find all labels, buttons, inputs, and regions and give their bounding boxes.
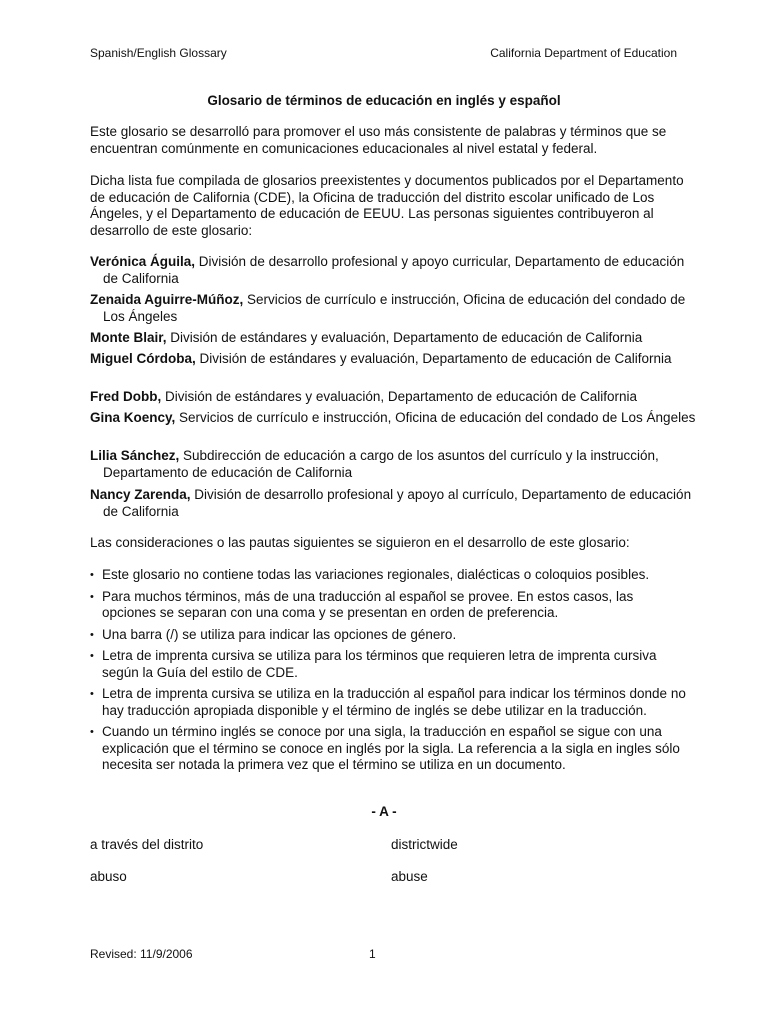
contributor-role: Subdirección de educación a cargo de los asuntos del currículo y la instrucción, Departamento de educación de California: [103, 448, 659, 480]
contributor-entry: [90, 410, 703, 427]
contributor-entry: [90, 292, 703, 325]
contributor-name: Monte Blair,: [90, 330, 167, 345]
glossary-term-spanish: a través del distrito: [90, 837, 204, 852]
bullet-icon: •: [90, 590, 94, 603]
contributor-name: Verónica Águila,: [90, 254, 196, 269]
contributor-role: Servicios de currículo e instrucción, Oficina de educación del condado de Los Ángeles: [175, 410, 696, 425]
section-heading-a: - A -: [371, 804, 397, 819]
header-left: Spanish/English Glossary: [90, 46, 227, 60]
contributor-entry: [90, 448, 703, 481]
contributor-entry: [90, 487, 703, 520]
glossary-term-english: abuse: [391, 869, 428, 884]
list-item: [90, 627, 690, 644]
contributor-role: Servicios de currículo e instrucción, Oficina de educación del condado de Los Ángeles: [103, 292, 686, 324]
list-item: [90, 686, 690, 719]
list-item: [90, 567, 690, 584]
guidelines-list: [90, 567, 690, 779]
header-right: California Department of Education: [490, 46, 677, 60]
guidelines-intro: Las consideraciones o las pautas siguientes se siguieron en el desarrollo de este glosario:: [90, 535, 630, 550]
contributor-entry: [90, 389, 703, 406]
glossary-term-english: districtwide: [391, 837, 458, 852]
contributor-role: División de estándares y evaluación, Departamento de educación de California: [166, 330, 643, 345]
page-number: 1: [369, 947, 376, 961]
contributor-entry: [90, 330, 703, 347]
contributor-name: Zenaida Aguirre-Múñoz,: [90, 292, 244, 307]
contributor-entry: [90, 351, 703, 368]
bullet-icon: •: [90, 650, 94, 662]
contributor-name: Lilia Sánchez,: [90, 448, 180, 463]
bullet-icon: •: [90, 569, 94, 581]
contributor-role: División de estándares y evaluación, Departamento de educación de California: [195, 351, 672, 366]
guideline-text: Una barra (/) se utiliza para indicar las opciones de género.: [102, 626, 457, 642]
contributor-name: Gina Koency,: [90, 410, 176, 425]
intro-paragraph-1: Este glosario se desarrolló para promover el uso más consistente de palabras y términos que se encuentran comúnmente en comunicaciones educacionales al nivel estatal y federal.: [90, 124, 667, 156]
contributor-role: División de estándares y evaluación, Departamento de educación de California: [161, 389, 638, 404]
guideline-text: Para muchos términos, más de una traducción al español se provee. En estos casos, las opciones se separan con una coma y se presentan en orden de preferencia.: [102, 588, 634, 620]
list-item: [90, 724, 690, 774]
contributor-role: División de desarrollo profesional y apoyo curricular, Departamento de educación de California: [103, 254, 685, 286]
bullet-icon: •: [90, 628, 94, 641]
contributor-name: Miguel Córdoba,: [90, 351, 196, 366]
glossary-term-spanish: abuso: [90, 869, 127, 884]
footer-revised-date: Revised: 11/9/2006: [90, 947, 193, 961]
bullet-icon: •: [90, 726, 94, 738]
guideline-text: Cuando un término inglés se conoce por una sigla, la traducción en español se sigue con una explicación que el término se conoce en inglés por la sigla. La referencia a la sigla en ingles sólo necesita ser notada la primera vez que el término se utiliza en un documento.: [102, 724, 680, 772]
contributor-entry: [90, 254, 703, 287]
list-item: [90, 648, 690, 681]
guideline-text: Letra de imprenta cursiva se utiliza para los términos que requieren letra de imprenta cursiva según la Guía del estilo de CDE.: [102, 648, 657, 680]
list-item: [90, 589, 690, 622]
document-title: Glosario de términos de educación en inglés y español: [207, 93, 561, 108]
intro-paragraph-2: Dicha lista fue compilada de glosarios preexistentes y documentos publicados por el Departamento de educación de California (CDE), la Oficina de traducción del distrito escolar unificado de Los Ángeles, y el Departamento de educación de EEUU. Las personas siguientes contribuyeron al desarrollo de este glosario:: [90, 173, 684, 238]
guideline-text: Letra de imprenta cursiva se utiliza en la traducción al español para indicar los términos donde no hay traducción apropiada disponible y el término de inglés se debe utilizar en la traducción.: [102, 686, 686, 718]
contributor-name: Fred Dobb,: [90, 389, 162, 404]
contributor-name: Nancy Zarenda,: [90, 487, 191, 502]
contributor-role: División de desarrollo profesional y apoyo al currículo, Departamento de educación de California: [103, 487, 692, 519]
bullet-icon: •: [90, 688, 94, 700]
guideline-text: Este glosario no contiene todas las variaciones regionales, dialécticas o coloquios posibles.: [102, 567, 650, 582]
